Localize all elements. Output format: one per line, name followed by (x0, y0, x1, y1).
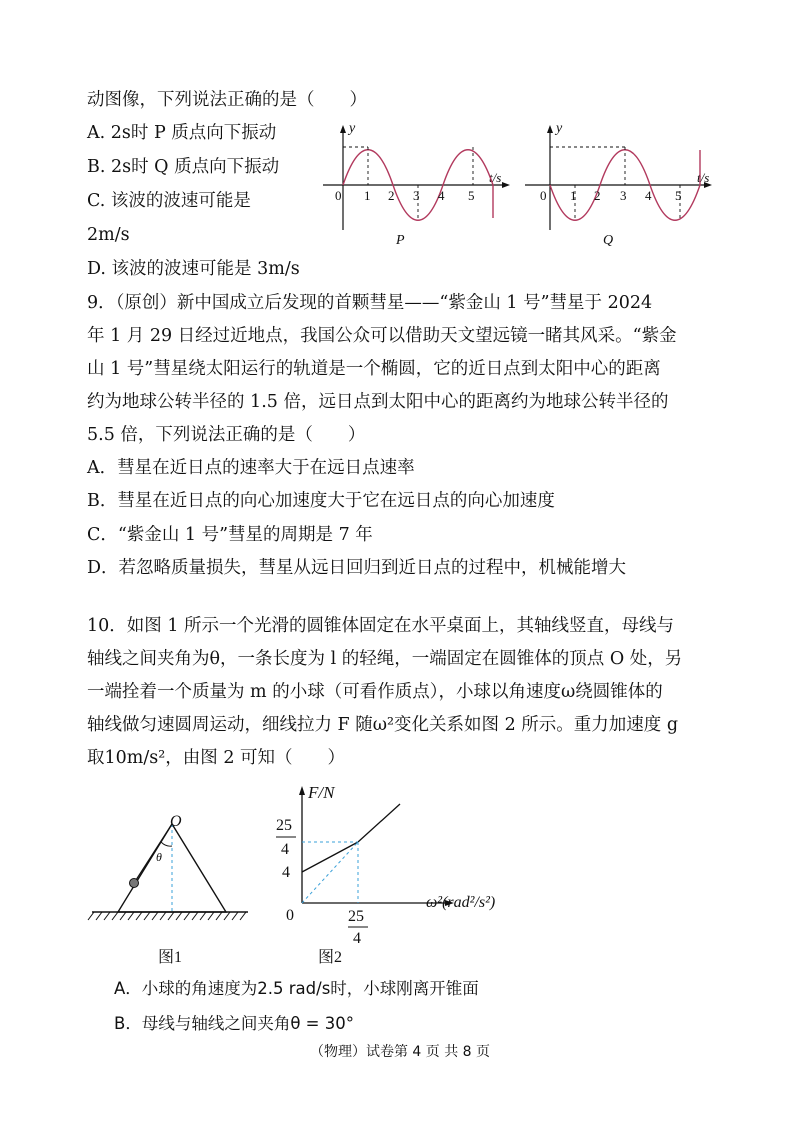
graph-p-tick-3: 3 (413, 188, 420, 203)
q8-option-d: D. 该波的波速可能是 3m/s (87, 259, 300, 279)
graph-p-tick-4: 4 (438, 188, 445, 203)
q8-option-c-value: 2m/s (87, 225, 130, 245)
graph-q-tick-3: 3 (620, 188, 627, 203)
figure-2-origin: 0 (286, 907, 294, 924)
figure-2-y-tick-num: 25 (276, 817, 292, 834)
graph-q-tick-2: 2 (594, 188, 601, 203)
figure-2-y-label: F/N (308, 783, 335, 802)
figure-1-angle-label: θ (156, 850, 162, 864)
graph-q-y-label: y (556, 121, 563, 136)
q10-option-a: A．小球的角速度为2.5 rad/s时，小球刚离开锥面 (114, 979, 479, 998)
graph-p-caption: P (396, 233, 405, 248)
graph-p-tick-2: 2 (388, 188, 395, 203)
q8-option-c: C. 该波的波速可能是 (87, 191, 251, 211)
graph-p-tick-0: 0 (335, 188, 342, 203)
figure-2-graph (268, 780, 538, 970)
page-footer: （物理）试卷第 4 页 共 8 页 (309, 1044, 491, 1060)
figure-2-line-off-cone (358, 804, 400, 842)
q10-line-2: 轴线之间夹角为θ，一条长度为 l 的轻绳，一端固定在圆锥体的顶点 O 处，另 (87, 649, 683, 669)
q8-option-a: A. 2s时 P 质点向下振动 (87, 123, 277, 143)
figure-1-apex-label: O (170, 813, 182, 830)
q9-option-c: C．“紫金山 1 号”彗星的周期是 7 年 (87, 525, 373, 545)
q9-line-2: 年 1 月 29 日经过近地点，我国公众可以借助天文望远镜一睹其风采。“紫金 (87, 326, 677, 346)
q9-line-3: 山 1 号”彗星绕太阳运行的轨道是一个椭圆，它的近日点到太阳中心的距离 (87, 359, 661, 379)
graph-q-t-label: t/s (697, 170, 710, 185)
q10-option-b: B．母线与轴线之间夹角θ = 30° (114, 1014, 354, 1033)
q8-stem: 动图像，下列说法正确的是（ ） (87, 90, 367, 110)
graph-q (520, 118, 730, 250)
q9-line-4: 约为地球公转半径的 1.5 倍，远日点到太阳中心的距离约为地球公转半径的 (87, 392, 669, 412)
q9-option-a: A．彗星在近日点的速率大于在远日点速率 (87, 458, 415, 478)
q10-line-1: 10．如图 1 所示一个光滑的圆锥体固定在水平桌面上，其轴线竖直，母线与 (87, 616, 675, 636)
q9-option-d: D．若忽略质量损失，彗星从远日回归到近日点的过程中，机械能增大 (87, 558, 627, 578)
q8-option-b: B. 2s时 Q 质点向下振动 (87, 157, 280, 177)
q9-option-b: B．彗星在近日点的向心加速度大于它在远日点的向心加速度 (87, 491, 555, 511)
figure-2-line-on-cone (302, 842, 358, 872)
figure-2-x-label: ω²(rad²/s²) (426, 894, 496, 911)
graph-q-tick-1: 1 (570, 188, 577, 203)
figure-2-y-tick-den: 4 (281, 841, 289, 858)
figure-1-caption: 图1 (158, 949, 183, 966)
ball-icon (130, 879, 139, 888)
q9-line-5: 5.5 倍，下列说法正确的是（ ） (87, 425, 366, 445)
graph-p-tick-1: 1 (364, 188, 371, 203)
figure-2-y-tick-4: 4 (282, 864, 290, 881)
graph-q-tick-0: 0 (540, 188, 547, 203)
q10-line-3: 一端拴着一个质量为 m 的小球（可看作质点），小球以角速度ω绕圆锥体的 (87, 682, 663, 702)
graph-p-y-label: y (349, 121, 356, 136)
graph-q-tick-5: 5 (675, 188, 682, 203)
graph-p (318, 118, 518, 250)
graph-q-tick-4: 4 (645, 188, 652, 203)
graph-p-t-label: t/s (489, 170, 502, 185)
q10-line-5: 取10m/s²，由图 2 可知（ ） (87, 748, 346, 768)
graph-q-caption: Q (603, 233, 614, 248)
figure-2-x-tick-den: 4 (353, 930, 361, 947)
figure-2-x-tick-num: 25 (348, 908, 364, 925)
q9-line-1: 9．（原创）新中国成立后发现的首颗彗星——“紫金山 1 号”彗星于 2024 (87, 293, 653, 313)
figure-2-caption: 图2 (318, 949, 343, 966)
graph-p-tick-5: 5 (468, 188, 475, 203)
q10-line-4: 轴线做匀速圆周运动，细线拉力 F 随ω²变化关系如图 2 所示。重力加速度 g (87, 715, 679, 735)
figure-1-cone (88, 812, 258, 972)
